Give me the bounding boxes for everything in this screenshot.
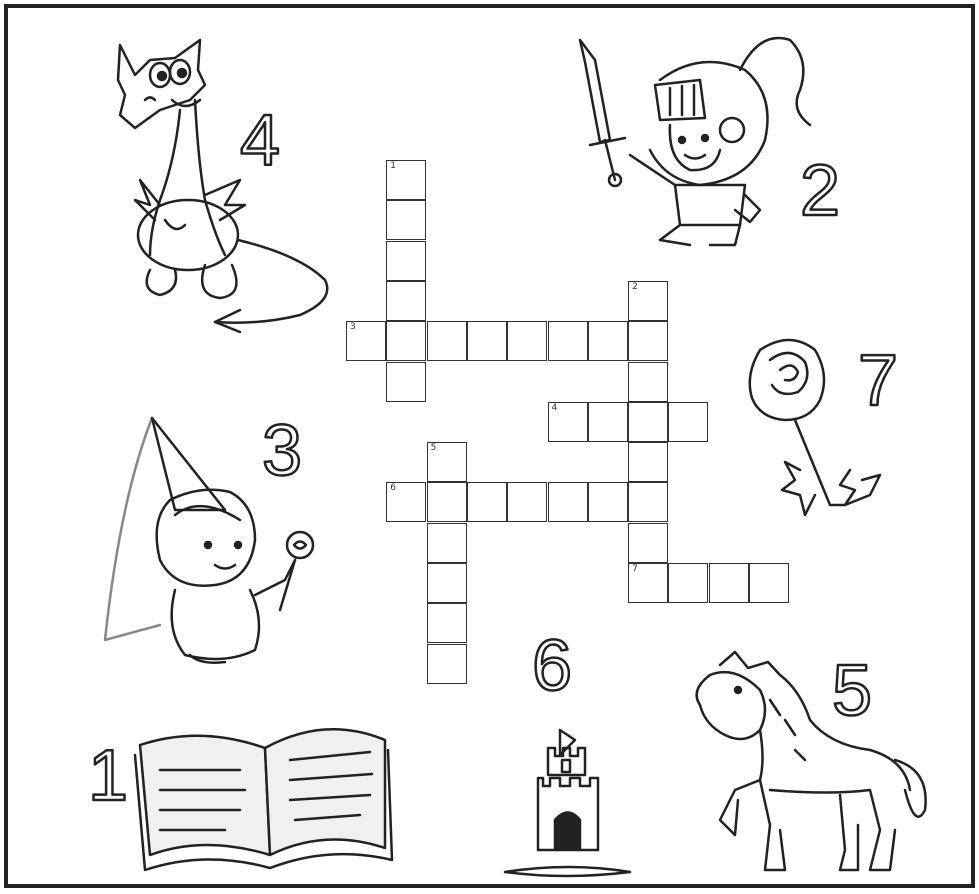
crossword-cell[interactable] <box>588 402 628 442</box>
clue-number-book: 1 <box>88 736 129 816</box>
crossword-cell[interactable] <box>427 442 467 482</box>
cell-clue-number: 4 <box>551 402 558 413</box>
crossword-cell[interactable] <box>427 482 467 522</box>
crossword-cell[interactable] <box>467 321 507 361</box>
crossword-cell[interactable] <box>628 321 668 361</box>
cell-clue-number: 2 <box>632 281 638 292</box>
castle-icon <box>505 730 630 876</box>
crossword-cell[interactable] <box>548 402 588 442</box>
crossword-cell[interactable] <box>668 402 708 442</box>
crossword-cell[interactable] <box>588 321 628 361</box>
clue-number-knight: 2 <box>800 151 841 231</box>
crossword-cell[interactable] <box>548 321 588 361</box>
crossword-cell[interactable] <box>386 160 426 200</box>
crossword-cell[interactable] <box>386 241 426 281</box>
cell-clue-number: 7 <box>632 564 638 574</box>
crossword-cell[interactable] <box>427 321 467 361</box>
cell-clue-number: 5 <box>430 443 437 454</box>
dragon-icon <box>118 40 327 332</box>
crossword-cell[interactable] <box>427 644 467 684</box>
clue-number-horse: 5 <box>832 651 873 731</box>
crossword-cell[interactable] <box>628 523 668 563</box>
crossword-cell[interactable] <box>588 482 628 522</box>
clue-number-dragon: 4 <box>240 101 281 181</box>
crossword-cell[interactable] <box>427 563 467 603</box>
crossword-cell[interactable] <box>628 482 668 522</box>
crossword-cell[interactable] <box>628 362 668 402</box>
crossword-cell[interactable] <box>386 281 426 321</box>
cell-clue-number: 3 <box>350 322 356 333</box>
crossword-cell[interactable] <box>386 200 426 240</box>
clue-number-rose: 7 <box>858 341 899 421</box>
crossword-cell[interactable] <box>548 482 588 522</box>
clue-number-princess: 3 <box>262 411 303 491</box>
crossword-cell[interactable] <box>386 321 426 361</box>
crossword-cell[interactable] <box>628 281 668 321</box>
crossword-cell[interactable] <box>628 402 668 442</box>
crossword-cell[interactable] <box>628 442 668 482</box>
knight-icon <box>580 38 810 245</box>
clue-number-castle: 6 <box>532 626 573 706</box>
crossword-cell[interactable] <box>386 482 426 522</box>
crossword-cell[interactable] <box>507 482 547 522</box>
crossword-cell[interactable] <box>467 482 507 522</box>
crossword-cell[interactable] <box>628 563 668 603</box>
crossword-cell[interactable] <box>709 563 749 603</box>
cell-clue-number: 6 <box>390 483 397 494</box>
crossword-cell[interactable] <box>507 321 547 361</box>
horse-icon <box>697 652 926 870</box>
cell-clue-number: 1 <box>390 161 397 171</box>
crossword-cell[interactable] <box>346 321 386 361</box>
crossword-cell[interactable] <box>749 563 789 603</box>
crossword-cell[interactable] <box>427 603 467 643</box>
crossword-cell[interactable] <box>386 362 426 402</box>
book-icon <box>135 729 392 870</box>
crossword-cell[interactable] <box>427 523 467 563</box>
crossword-cell[interactable] <box>668 563 708 603</box>
